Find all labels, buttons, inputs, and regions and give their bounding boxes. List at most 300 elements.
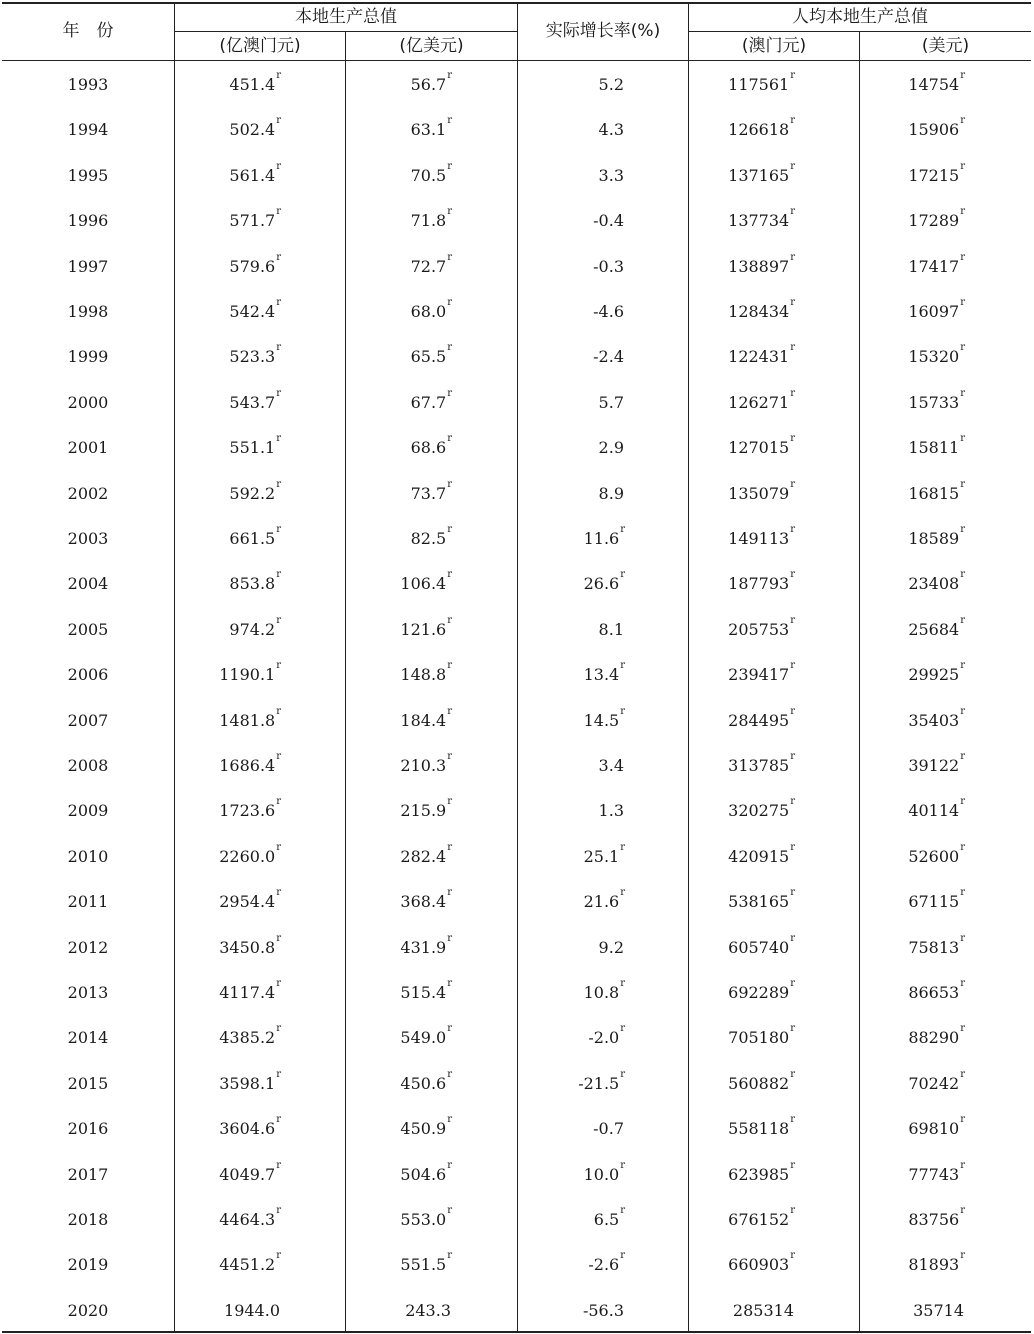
cell-value: 623985 [728, 1164, 790, 1184]
revised-mark: r [790, 978, 795, 989]
cell-growth [518, 1015, 625, 1060]
revised-mark: r [790, 70, 795, 81]
cell-value: 451.4 [229, 75, 276, 94]
revised-mark: r [447, 1114, 452, 1126]
cell-pc-mop [689, 1242, 795, 1287]
revised-mark: r [790, 387, 795, 399]
cell-value: 3.4 [598, 756, 624, 775]
cell-pc-mop [689, 607, 795, 652]
cell-gdp-usd [346, 198, 452, 243]
cell-value: 2002 [67, 483, 109, 503]
revised-mark: r [960, 1068, 965, 1080]
revised-mark: r [790, 841, 795, 853]
cell-value: -4.6 [593, 302, 624, 321]
cell-value: 549.0 [400, 1028, 447, 1048]
cell-value: 676152 [728, 1210, 790, 1229]
cell-value: 10.8 [583, 983, 620, 1002]
cell-value: 187793 [728, 574, 790, 594]
cell-pc-usd [860, 834, 965, 879]
cell-pc-usd [860, 1061, 965, 1106]
cell-value: 553.0 [400, 1210, 447, 1229]
cell-growth [518, 607, 625, 652]
cell-value: 138897 [728, 256, 790, 276]
cell-value: 660903 [728, 1255, 790, 1275]
cell-value: 1996 [67, 211, 109, 231]
revised-mark: r [620, 1023, 625, 1035]
revised-mark: r [276, 1250, 281, 1262]
cell-value: 853.8 [229, 574, 276, 594]
cell-value: 3450.8 [219, 937, 276, 957]
table-row [2, 1061, 1031, 1106]
cell-gdp-mop [175, 380, 281, 425]
revised-mark: r [960, 796, 965, 808]
cell-year [2, 834, 174, 879]
revised-mark: r [276, 796, 281, 808]
cell-value: 313785 [728, 756, 790, 775]
cell-year [2, 607, 174, 652]
cell-value: 561.4 [229, 165, 276, 185]
cell-value: 450.9 [400, 1119, 447, 1139]
cell-value: 2008 [67, 756, 109, 775]
cell-value: 15320 [908, 347, 960, 367]
cell-pc-mop [689, 652, 795, 697]
header-gdp-group: 本地生产总值 [295, 7, 397, 27]
cell-gdp-usd [346, 1015, 452, 1060]
cell-value: 40114 [908, 801, 960, 821]
cell-gdp-usd [346, 561, 452, 606]
cell-value: 2011 [67, 892, 109, 912]
cell-value: 1998 [67, 302, 109, 321]
cell-growth [518, 471, 625, 516]
cell-value: 515.4 [400, 983, 447, 1002]
revised-mark: r [447, 160, 452, 172]
cell-gdp-mop [175, 1197, 281, 1242]
cell-value: -2.0 [588, 1028, 620, 1048]
cell-gdp-usd [346, 698, 452, 743]
revised-mark: r [276, 751, 281, 762]
cell-value: 117561 [728, 75, 790, 94]
cell-value: 15906 [908, 120, 960, 140]
revised-mark: r [276, 1159, 281, 1171]
table-row [2, 1106, 1031, 1151]
revised-mark: r [447, 1159, 452, 1171]
cell-gdp-usd [346, 244, 452, 289]
cell-value: 86653 [908, 983, 960, 1002]
header-per-capita-group: 人均本地生产总值 [792, 7, 928, 27]
cell-growth [518, 1288, 625, 1333]
cell-pc-mop [689, 561, 795, 606]
table-row [2, 1242, 1031, 1287]
header-gdp-mop: (亿澳门元) [219, 36, 301, 56]
revised-mark: r [447, 932, 452, 944]
cell-value: 2007 [67, 710, 109, 730]
revised-mark: r [960, 160, 965, 172]
cell-value: 184.4 [400, 710, 447, 730]
revised-mark: r [447, 569, 452, 581]
revised-mark: r [447, 751, 452, 762]
cell-pc-usd [860, 289, 965, 334]
cell-pc-usd [860, 1288, 965, 1333]
table-row [2, 471, 1031, 516]
cell-value: 974.2 [229, 619, 276, 639]
cell-value: 126271 [728, 392, 790, 412]
cell-value: 551.1 [229, 438, 276, 458]
cell-value: 121.6 [400, 619, 447, 639]
cell-pc-usd [860, 925, 965, 970]
cell-pc-mop [689, 1197, 795, 1242]
header-pc-usd: (美元) [921, 36, 970, 56]
cell-value: 70242 [908, 1073, 960, 1093]
cell-year [2, 153, 174, 198]
revised-mark: r [960, 705, 965, 717]
cell-value: 23408 [908, 574, 960, 594]
cell-value: 15811 [908, 438, 960, 458]
table-row [2, 970, 1031, 1015]
cell-pc-usd [860, 107, 965, 152]
revised-mark: r [620, 841, 625, 853]
cell-gdp-usd [346, 62, 452, 107]
cell-gdp-usd [346, 289, 452, 334]
revised-mark: r [447, 1068, 452, 1080]
revised-mark: r [960, 70, 965, 81]
cell-year [2, 1197, 174, 1242]
table-row [2, 1288, 1031, 1333]
revised-mark: r [447, 251, 452, 263]
cell-value: 4049.7 [219, 1164, 276, 1184]
cell-value: 82.5 [410, 529, 447, 548]
per-capita-subheader-rule [689, 31, 1031, 32]
cell-gdp-usd [346, 879, 452, 924]
revised-mark: r [276, 1205, 281, 1216]
cell-gdp-mop [175, 607, 281, 652]
cell-value: 4385.2 [219, 1028, 276, 1048]
revised-mark: r [276, 160, 281, 172]
cell-gdp-usd [346, 380, 452, 425]
cell-year [2, 244, 174, 289]
cell-value: 2010 [67, 846, 109, 866]
cell-value: 106.4 [400, 574, 447, 594]
table-row [2, 289, 1031, 334]
cell-value: 16815 [908, 483, 960, 503]
cell-gdp-usd [346, 516, 452, 561]
cell-year [2, 471, 174, 516]
cell-pc-mop [689, 743, 795, 788]
revised-mark: r [276, 387, 281, 399]
revised-mark: r [620, 1250, 625, 1262]
table-row [2, 743, 1031, 788]
cell-value: 2.9 [598, 438, 624, 458]
cell-value: 502.4 [229, 120, 276, 140]
revised-mark: r [276, 841, 281, 853]
revised-mark: r [790, 660, 795, 672]
cell-pc-usd [860, 198, 965, 243]
cell-pc-mop [689, 1061, 795, 1106]
cell-value: 73.7 [410, 483, 447, 503]
revised-mark: r [276, 660, 281, 672]
cell-year [2, 1061, 174, 1106]
cell-pc-usd [860, 471, 965, 516]
revised-mark: r [790, 796, 795, 808]
revised-mark: r [276, 569, 281, 581]
revised-mark: r [276, 433, 281, 445]
cell-pc-mop [689, 1106, 795, 1151]
cell-value: 2004 [67, 574, 109, 594]
cell-value: 5.2 [598, 75, 624, 94]
gdp-subheader-rule [175, 31, 517, 32]
cell-value: 35714 [913, 1300, 964, 1320]
cell-year [2, 334, 174, 379]
cell-gdp-usd [346, 107, 452, 152]
cell-value: 14.5 [583, 710, 620, 730]
revised-mark: r [960, 115, 965, 127]
cell-value: 450.6 [400, 1073, 447, 1093]
revised-mark: r [447, 387, 452, 399]
revised-mark: r [447, 887, 452, 899]
table-row [2, 334, 1031, 379]
cell-value: 368.4 [400, 892, 447, 912]
cell-gdp-usd [346, 1061, 452, 1106]
cell-value: 504.6 [400, 1164, 447, 1184]
cell-gdp-usd [346, 970, 452, 1015]
revised-mark: r [276, 1114, 281, 1126]
revised-mark: r [447, 978, 452, 989]
revised-mark: r [276, 297, 281, 308]
cell-year [2, 925, 174, 970]
cell-value: 420915 [728, 846, 790, 866]
cell-value: 65.5 [410, 347, 447, 367]
cell-growth [518, 1152, 625, 1197]
revised-mark: r [790, 478, 795, 490]
cell-value: 149113 [728, 529, 790, 548]
cell-pc-mop [689, 107, 795, 152]
revised-mark: r [620, 524, 625, 535]
cell-value: 1.3 [598, 801, 624, 821]
revised-mark: r [790, 251, 795, 263]
cell-value: 72.7 [410, 256, 447, 276]
table-row [2, 879, 1031, 924]
cell-value: 71.8 [410, 211, 447, 231]
revised-mark: r [276, 524, 281, 535]
cell-growth [518, 652, 625, 697]
cell-gdp-mop [175, 1152, 281, 1197]
revised-mark: r [620, 1205, 625, 1216]
cell-gdp-usd [346, 607, 452, 652]
cell-pc-usd [860, 1152, 965, 1197]
revised-mark: r [790, 887, 795, 899]
cell-value: 543.7 [229, 392, 276, 412]
revised-mark: r [620, 569, 625, 581]
cell-value: 1994 [67, 120, 109, 140]
revised-mark: r [790, 433, 795, 445]
cell-value: 2019 [67, 1255, 109, 1275]
cell-gdp-mop [175, 879, 281, 924]
cell-year [2, 516, 174, 561]
revised-mark: r [276, 115, 281, 127]
cell-pc-usd [860, 652, 965, 697]
cell-value: 5.7 [598, 392, 624, 412]
revised-mark: r [276, 887, 281, 899]
revised-mark: r [620, 978, 625, 989]
header-pc-mop: (澳门元) [741, 36, 807, 56]
cell-value: 25.1 [583, 846, 620, 866]
cell-value: 52600 [908, 846, 960, 866]
cell-value: 661.5 [229, 529, 276, 548]
cell-value: 13.4 [583, 665, 620, 685]
cell-value: 25684 [908, 619, 960, 639]
cell-gdp-mop [175, 698, 281, 743]
cell-pc-usd [860, 425, 965, 470]
cell-gdp-usd [346, 471, 452, 516]
cell-value: 705180 [728, 1028, 790, 1048]
revised-mark: r [790, 297, 795, 308]
cell-gdp-mop [175, 834, 281, 879]
cell-pc-mop [689, 380, 795, 425]
cell-pc-usd [860, 380, 965, 425]
cell-value: -2.6 [588, 1255, 620, 1275]
cell-year [2, 788, 174, 833]
cell-pc-mop [689, 425, 795, 470]
revised-mark: r [276, 1023, 281, 1035]
revised-mark: r [447, 342, 452, 354]
revised-mark: r [790, 705, 795, 717]
cell-gdp-usd [346, 788, 452, 833]
cell-value: 4464.3 [219, 1210, 276, 1229]
cell-gdp-mop [175, 743, 281, 788]
cell-growth [518, 380, 625, 425]
table-row [2, 925, 1031, 970]
cell-pc-usd [860, 62, 965, 107]
cell-growth [518, 879, 625, 924]
cell-value: 215.9 [400, 801, 447, 821]
revised-mark: r [447, 70, 452, 81]
table-row [2, 1015, 1031, 1060]
cell-value: 1723.6 [219, 801, 276, 821]
cell-gdp-usd [346, 743, 452, 788]
cell-growth [518, 1106, 625, 1151]
cell-growth [518, 743, 625, 788]
cell-value: 63.1 [410, 120, 447, 140]
cell-value: 523.3 [229, 347, 276, 367]
cell-growth [518, 516, 625, 561]
cell-value: -56.3 [582, 1300, 624, 1320]
cell-gdp-mop [175, 153, 281, 198]
cell-gdp-mop [175, 1288, 281, 1333]
cell-year [2, 879, 174, 924]
header-gdp-usd: (亿美元) [399, 36, 464, 56]
revised-mark: r [790, 932, 795, 944]
revised-mark: r [620, 660, 625, 672]
cell-pc-mop [689, 834, 795, 879]
cell-value: 26.6 [583, 574, 620, 594]
revised-mark: r [276, 342, 281, 354]
cell-value: 2014 [67, 1028, 109, 1048]
table-row [2, 425, 1031, 470]
cell-value: 18589 [908, 529, 960, 548]
table-row [2, 153, 1031, 198]
cell-value: 67115 [908, 892, 960, 912]
cell-pc-usd [860, 743, 965, 788]
cell-pc-mop [689, 879, 795, 924]
revised-mark: r [276, 614, 281, 626]
cell-gdp-mop [175, 198, 281, 243]
cell-value: 210.3 [400, 756, 447, 775]
cell-value: 1997 [67, 256, 109, 276]
cell-pc-usd [860, 698, 965, 743]
revised-mark: r [447, 206, 452, 218]
cell-value: 88290 [908, 1028, 960, 1048]
cell-value: 320275 [728, 801, 790, 821]
cell-value: 1944.0 [224, 1300, 280, 1320]
revised-mark: r [790, 751, 795, 762]
cell-growth [518, 970, 625, 1015]
cell-value: 39122 [908, 756, 960, 775]
cell-value: 122431 [728, 347, 790, 367]
revised-mark: r [276, 1068, 281, 1080]
revised-mark: r [960, 1159, 965, 1171]
cell-value: 3604.6 [219, 1119, 276, 1139]
revised-mark: r [276, 978, 281, 989]
cell-value: 2006 [67, 665, 109, 685]
revised-mark: r [960, 569, 965, 581]
cell-pc-usd [860, 607, 965, 652]
cell-gdp-mop [175, 425, 281, 470]
revised-mark: r [447, 297, 452, 308]
cell-value: 17215 [908, 165, 960, 185]
cell-value: -21.5 [578, 1073, 620, 1093]
cell-pc-usd [860, 244, 965, 289]
revised-mark: r [790, 569, 795, 581]
cell-value: 128434 [728, 302, 790, 321]
cell-gdp-mop [175, 1242, 281, 1287]
cell-value: 2009 [67, 801, 109, 821]
cell-value: 2005 [67, 619, 109, 639]
cell-value: 137165 [728, 165, 790, 185]
revised-mark: r [620, 1068, 625, 1080]
cell-value: 1190.1 [219, 665, 276, 685]
revised-mark: r [447, 524, 452, 535]
header-growth: 实际增长率(%) [545, 21, 661, 41]
cell-value: 77743 [908, 1164, 960, 1184]
cell-growth [518, 1061, 625, 1106]
cell-value: 8.9 [598, 483, 624, 503]
table-row [2, 1152, 1031, 1197]
revised-mark: r [276, 478, 281, 490]
cell-value: 17417 [908, 256, 960, 276]
cell-value: -0.3 [593, 256, 624, 276]
cell-value: 571.7 [229, 211, 276, 231]
cell-growth [518, 788, 625, 833]
revised-mark: r [447, 1023, 452, 1035]
cell-gdp-usd [346, 1242, 452, 1287]
cell-value: 4117.4 [219, 983, 276, 1002]
revised-mark: r [790, 614, 795, 626]
cell-pc-mop [689, 1288, 795, 1333]
cell-value: 70.5 [410, 165, 447, 185]
cell-value: 4451.2 [219, 1255, 276, 1275]
cell-year [2, 1106, 174, 1151]
cell-value: 542.4 [229, 302, 276, 321]
cell-value: 692289 [728, 983, 790, 1002]
cell-growth [518, 62, 625, 107]
revised-mark: r [276, 70, 281, 81]
revised-mark: r [960, 433, 965, 445]
cell-value: 2000 [67, 392, 109, 412]
cell-value: 2260.0 [219, 846, 276, 866]
cell-gdp-mop [175, 652, 281, 697]
cell-value: 592.2 [229, 483, 276, 503]
cell-value: 284495 [728, 710, 790, 730]
cell-gdp-mop [175, 334, 281, 379]
